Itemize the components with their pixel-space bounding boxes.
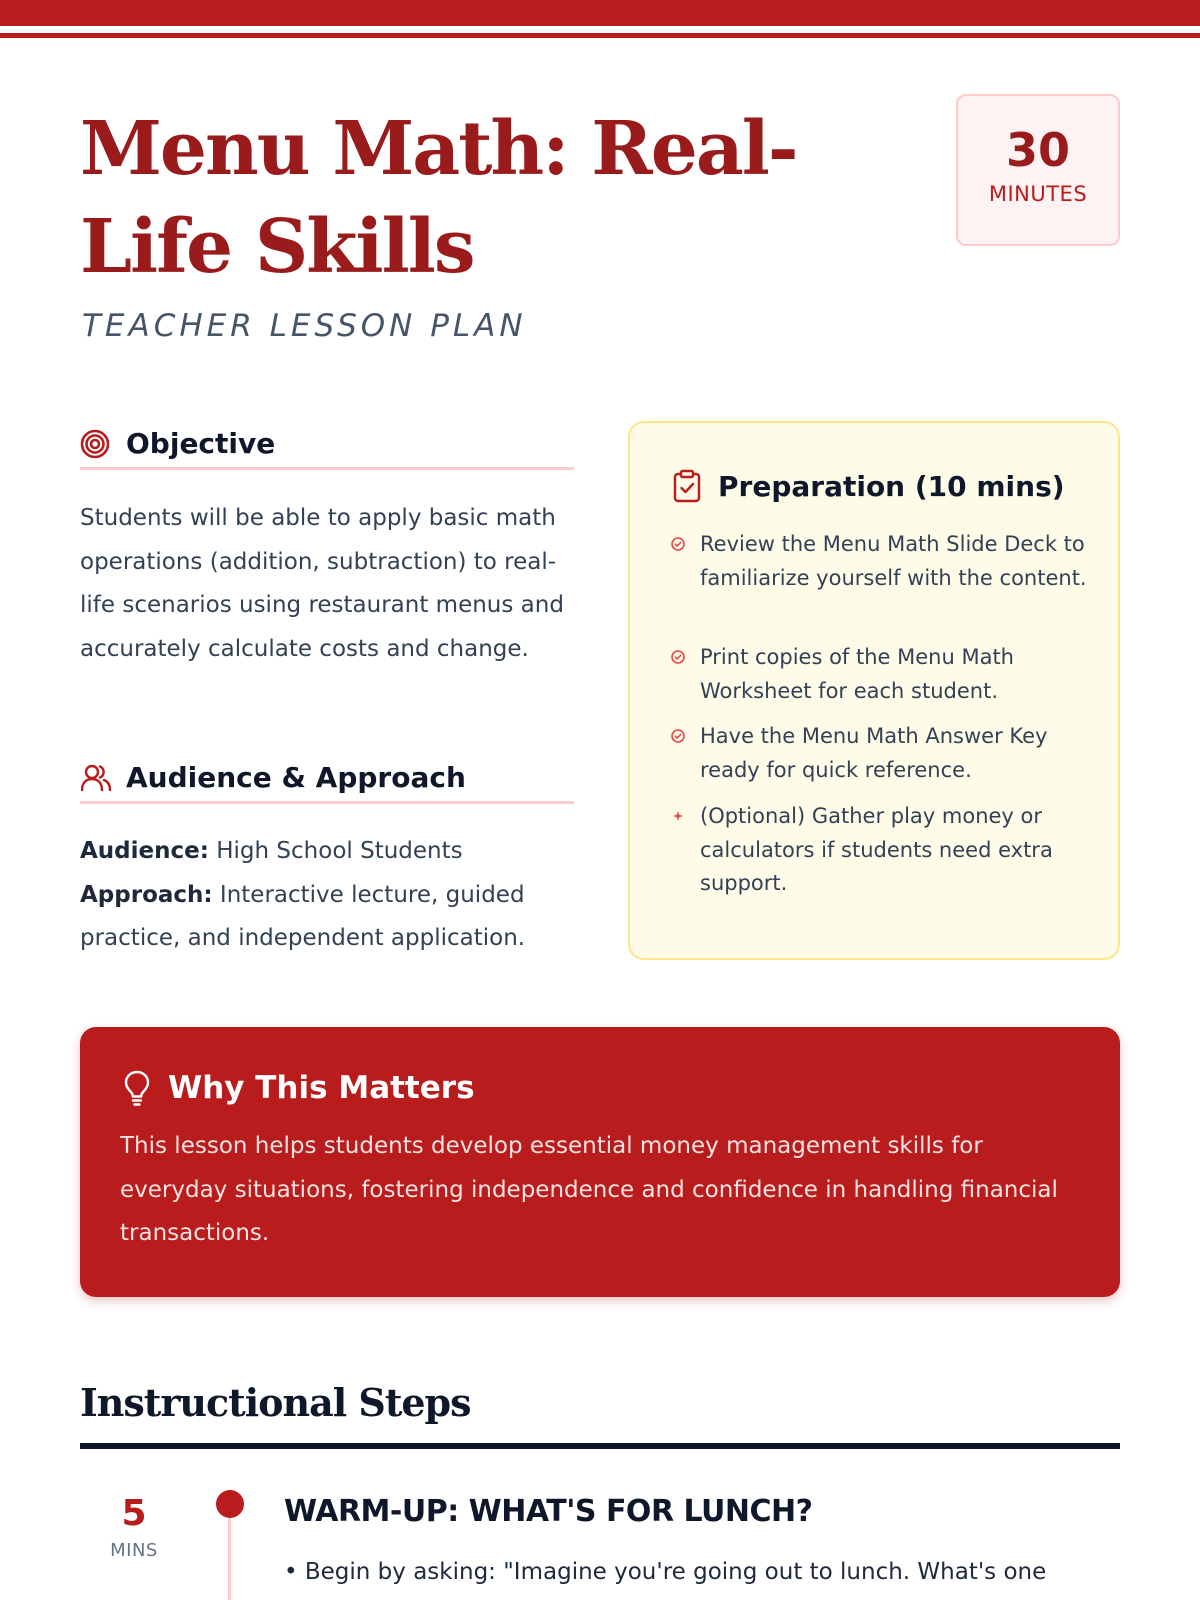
sparkle-icon (670, 808, 686, 824)
duration-label: MINUTES (988, 182, 1088, 206)
preparation-heading-label: Preparation (10 mins) (718, 469, 1065, 503)
users-icon (80, 762, 112, 794)
top-accent-line (0, 33, 1200, 38)
step-duration-value: 5 (121, 1493, 147, 1534)
step-duration-label: MINS (110, 1540, 158, 1561)
prep-item-text: Review the Menu Math Slide Deck to familiarize yourself with the content. (700, 532, 1087, 590)
step-text: • Begin by asking: "Imagine you're going out to lunch. What's one (284, 1559, 1047, 1585)
audience-heading (80, 762, 574, 804)
lightbulb-icon (122, 1069, 152, 1107)
prep-item (670, 641, 1090, 708)
prep-item-text: (Optional) Gather play money or calculators if students need extra support. (700, 804, 1053, 895)
steps-divider (80, 1443, 1120, 1449)
step-duration (84, 1492, 184, 1561)
prep-item-text: Print copies of the Menu Math Worksheet for each student. (700, 645, 1014, 703)
step-title: WARM-UP: WHAT'S FOR LUNCH? (284, 1494, 813, 1529)
audience-value: High School Students (208, 838, 463, 864)
objective-heading-label: Objective (126, 427, 276, 460)
duration-badge (956, 94, 1120, 246)
steps-heading: Instructional Steps (80, 1380, 471, 1425)
clipboard-check-icon (672, 469, 702, 503)
check-circle-icon (670, 728, 686, 744)
prep-item (670, 528, 1090, 595)
check-circle-icon (670, 536, 686, 552)
duration-value: 30 (1005, 123, 1070, 177)
timeline-dot (216, 1490, 244, 1518)
approach-label: Approach: (80, 881, 213, 908)
top-accent-bar (0, 0, 1200, 26)
audience-heading-label: Audience & Approach (126, 761, 466, 794)
preparation-heading (672, 469, 1065, 503)
timeline-line (228, 1505, 231, 1600)
approach-value: Interactive lecture, guided practice, and independent application. (80, 881, 526, 951)
target-icon (80, 428, 112, 460)
page-title: Menu Math: Real-Life Skills (80, 106, 797, 290)
audience-text (80, 830, 574, 961)
prep-item (670, 800, 1090, 901)
why-heading (122, 1069, 475, 1107)
prep-item-text: Have the Menu Math Answer Key ready for quick reference. (700, 724, 1048, 782)
audience-label: Audience: (80, 838, 209, 864)
prep-item (670, 720, 1090, 787)
page-subtitle: TEACHER LESSON PLAN (82, 308, 527, 344)
why-this-matters-card (80, 1027, 1120, 1297)
check-circle-icon (670, 649, 686, 665)
why-text: This lesson helps students develop essential money management skills for everyday situations, fostering independence and confidence in handling financial transactions. (120, 1133, 1058, 1246)
objective-heading (80, 428, 574, 470)
objective-text: Students will be able to apply basic math operations (addition, subtraction) to real-life scenarios using restaurant menus and accurately calculate costs and change. (80, 505, 564, 662)
why-heading-label: Why This Matters (168, 1070, 475, 1106)
preparation-card (628, 421, 1120, 960)
